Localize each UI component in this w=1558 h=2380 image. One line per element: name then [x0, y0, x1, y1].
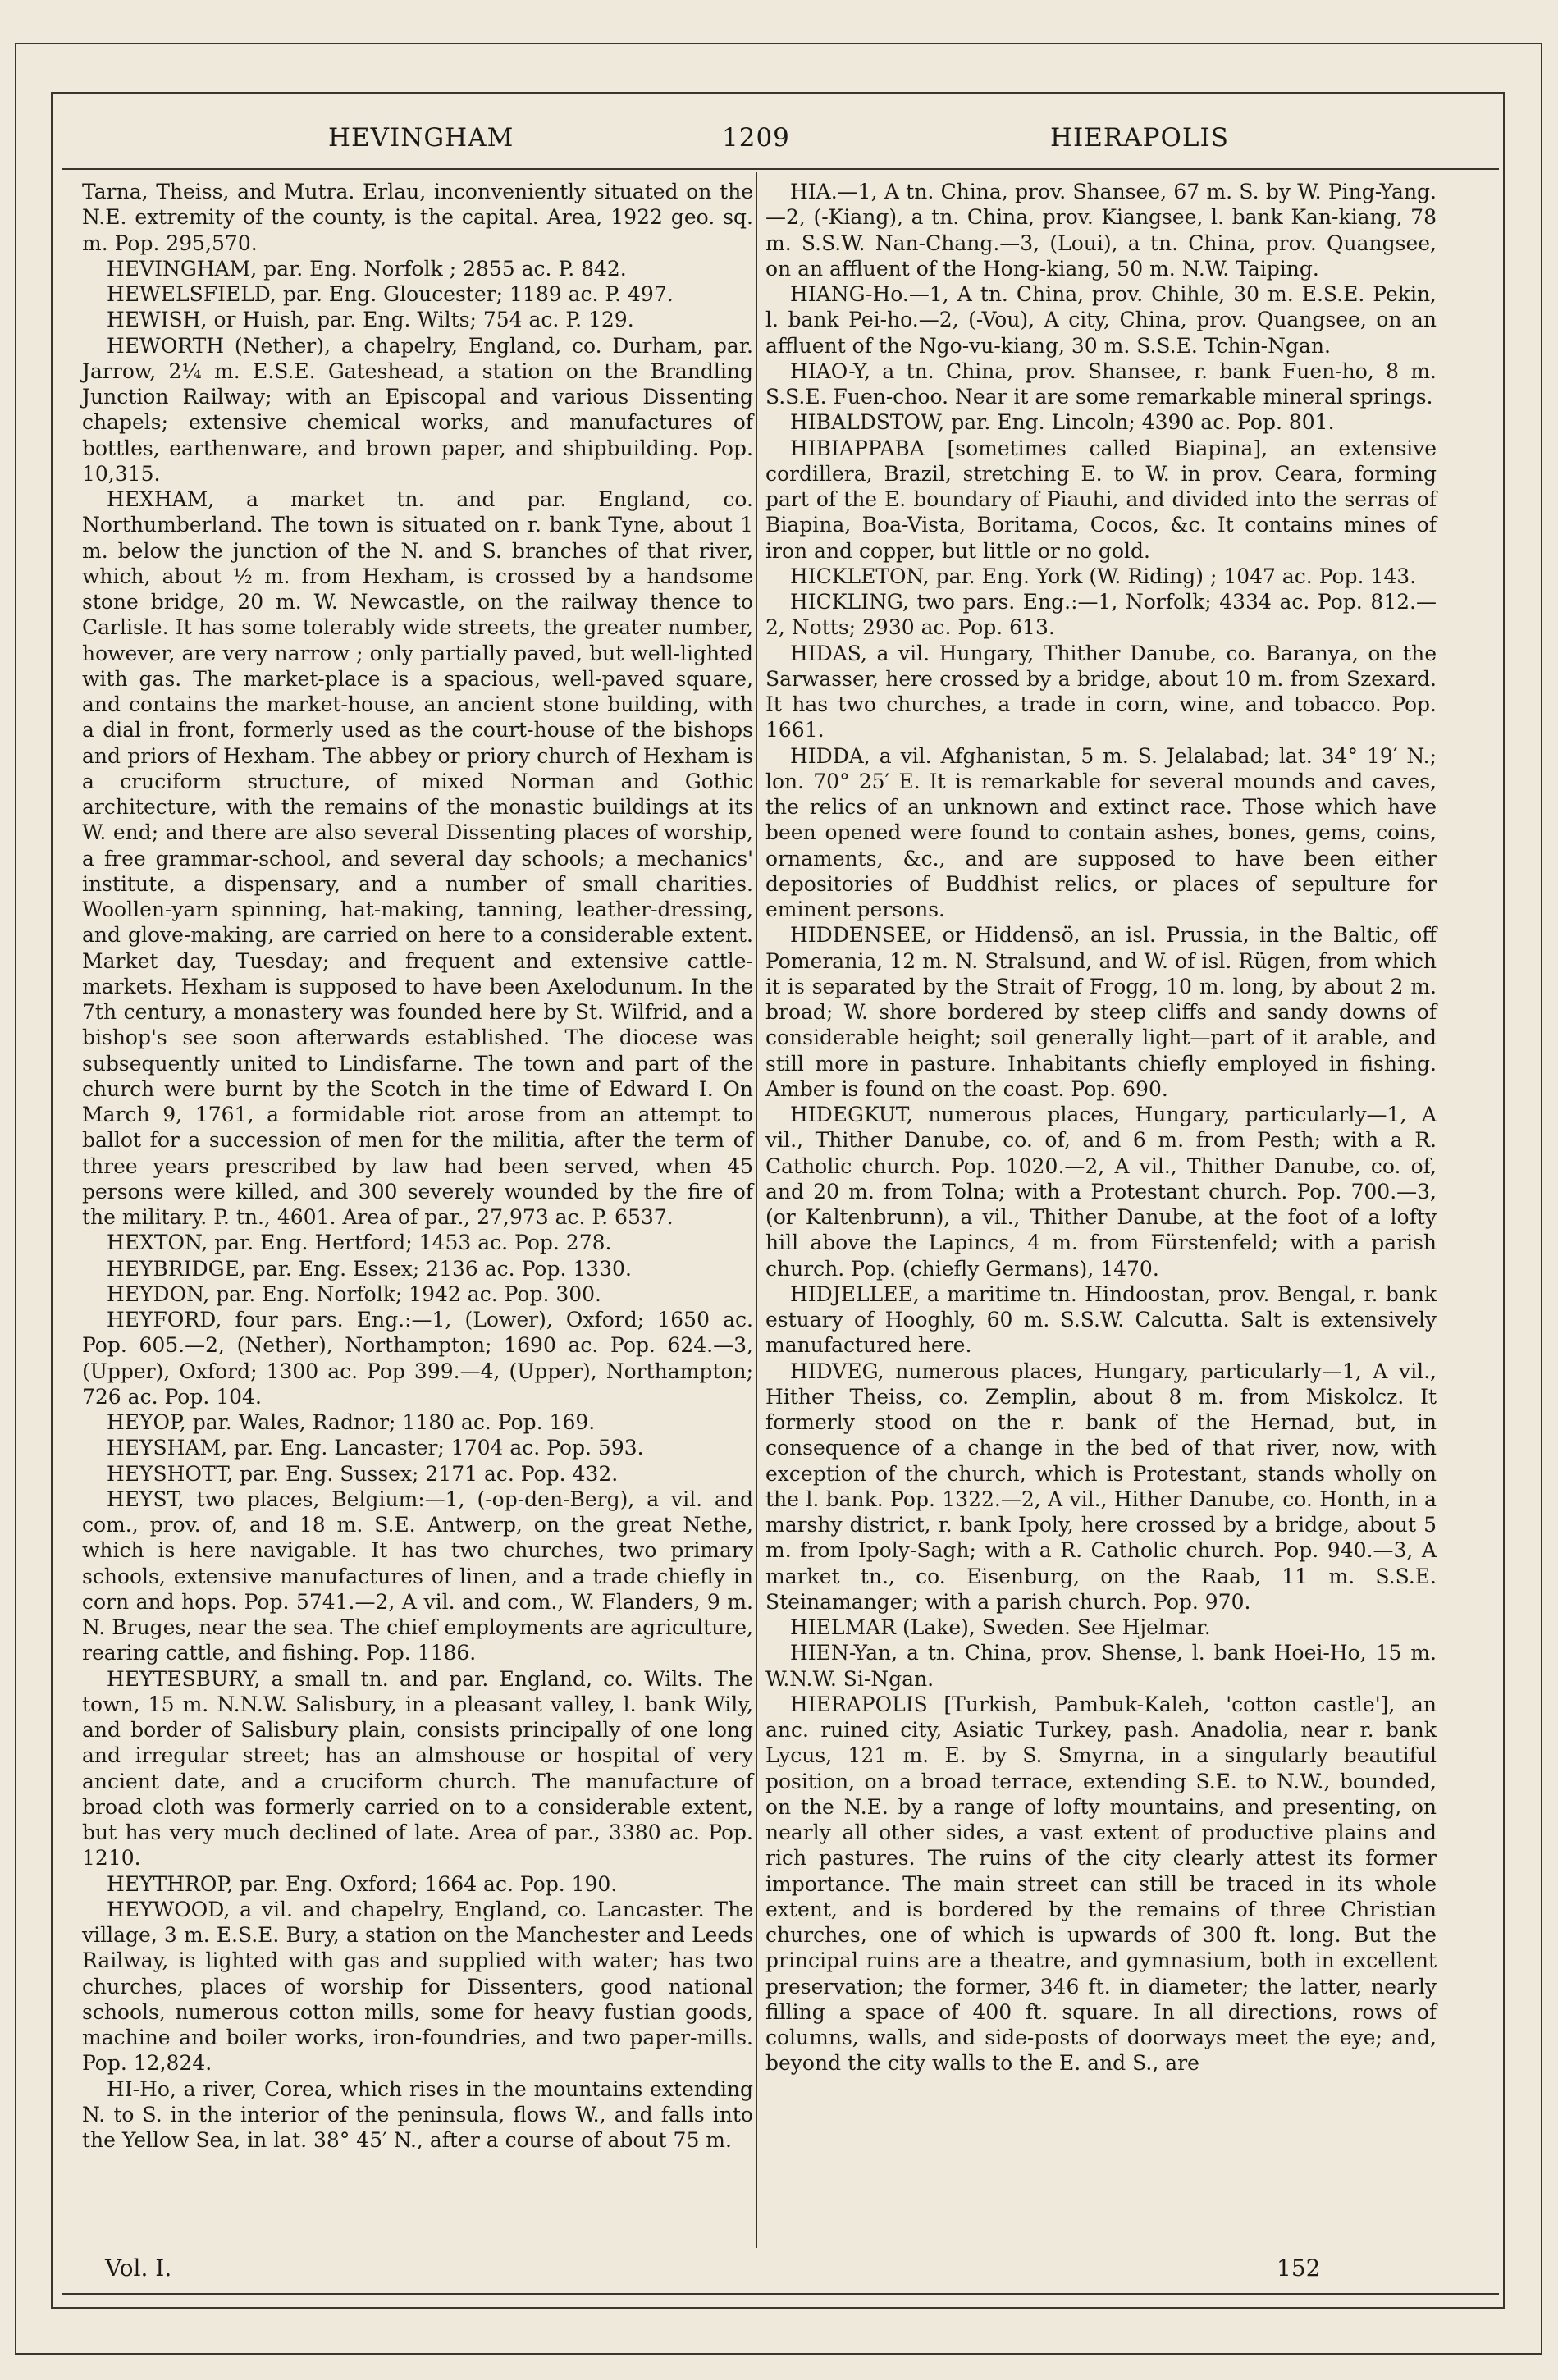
entry: HEXTON, par. Eng. Hertford; 1453 ac. Pop. 278. — [107, 1231, 612, 1255]
entry: HEYWOOD, a vil. and chapelry, England, co. Lancaster. The village, 3 m. E.S.E. Bury, a station on the Manchester and Leeds Railway, is lighted with gas and supplied with water; has two churches, places of worship for Dissenters, good national schools, numerous cotton mills, some for heavy fustian goods, machine and boiler works, iron-foundries, and two paper-mills. Pop. 12,824. — [82, 1897, 753, 2076]
header-rule — [62, 168, 1499, 170]
header-right-headword: HIERAPOLIS — [1050, 123, 1229, 153]
signature-number: 152 — [1277, 2254, 1321, 2282]
entry: HEYOP, par. Wales, Radnor; 1180 ac. Pop. 169. — [107, 1410, 596, 1434]
entry: HIEN-Yan, a tn. China, prov. Shense, l. bank Hoei-Ho, 15 m. W.N.W. Si-Ngan. — [765, 1641, 1437, 1691]
footer-rule — [62, 2293, 1499, 2295]
entry: HICKLING, two pars. Eng.:—1, Norfolk; 4334 ac. Pop. 812.—2, Notts; 2930 ac. Pop. 613. — [765, 590, 1437, 640]
right-column — [765, 179, 1437, 2076]
entry: HIDAS, a vil. Hungary, Thither Danube, co. Baranya, on the Sarwasser, here crossed by a bridge, about 10 m. from Szexard. It has two churches, a trade in corn, wine, and tobacco. Pop. 1661. — [765, 641, 1437, 742]
entry: HIBIAPPABA [sometimes called Biapina], an extensive cordillera, Brazil, stretching E. to W. in prov. Ceara, forming part of the E. boundary of Piauhi, and divided into the serras of Biapina, Boa-Vista, Boritama, Cocos, &c. It contains mines of iron and copper, but little or no gold. — [765, 436, 1437, 563]
entry: HIDVEG, numerous places, Hungary, particularly—1, A vil., Hither Theiss, co. Zemplin, about 8 m. from Miskolcz. It formerly stood on the r. bank of the Hernad, but, in consequence of a change in the bed of that river, now, with exception of the church, which is Protestant, stands wholly on the l. bank. Pop. 1322.—2, A vil., Hither Danube, co. Honth, in a marshy district, r. bank Ipoly, here crossed by a bridge, about 5 m. from Ipoly-Sagh; with a R. Catholic church. Pop. 940.—3, A market tn., co. Eisenburg, on the Raab, 11 m. S.S.E. Steinamanger; with a parish church. Pop. 970. — [765, 1359, 1437, 1614]
column-divider — [756, 172, 757, 2248]
volume-label: Vol. I. — [105, 2254, 172, 2282]
entry: HIDDENSEE, or Hiddensö, an isl. Prussia, in the Baltic, off Pomerania, 12 m. N. Stralsund, and W. of isl. Rügen, from which it is separated by the Strait of Frogg, 10 m. long, by about 2 m. broad; W. shore bordered by steep cliffs and sandy downs of considerable height; soil generally light—part of it arable, and still more in pasture. Inhabitants chiefly employed in fishing. Amber is found on the coast. Pop. 690. — [765, 923, 1437, 1101]
left-column — [82, 179, 753, 2153]
entry: HEWELSFIELD, par. Eng. Gloucester; 1189 ac. P. 497. — [107, 282, 674, 306]
entry: HIDDA, a vil. Afghanistan, 5 m. S. Jelalabad; lat. 34° 19′ N.; lon. 70° 25′ E. It is remarkable for several mounds and caves, the relics of an unknown and extinct race. Those which have been opened were found to contain ashes, bones, gems, coins, ornaments, &c., and are supposed to have been either depositories of Buddhist relics, or places of sepulture for eminent persons. — [765, 743, 1437, 921]
entry: HEYST, two places, Belgium:—1, (-op-den-Berg), a vil. and com., prov. of, and 18 m. S.E. Antwerp, on the great Nethe, which is here navigable. It has two churches, two primary schools, extensive manufactures of linen, and a trade chiefly in corn and hops. Pop. 5741.—2, A vil. and com., W. Flanders, 9 m. N. Bruges, near the sea. The chief employments are agriculture, rearing cattle, and fishing. Pop. 1186. — [82, 1487, 753, 1665]
entry: HEVINGHAM, par. Eng. Norfolk ; 2855 ac. P. 842. — [107, 256, 627, 281]
page-number: 1209 — [722, 123, 790, 153]
entry: HIELMAR (Lake), Sweden. See Hjelmar. — [790, 1615, 1211, 1639]
running-head — [62, 123, 1497, 172]
entry: HEYTESBURY, a small tn. and par. England, co. Wilts. The town, 15 m. N.N.W. Salisbury, in a pleasant valley, l. bank Wily, and border of Salisbury plain, consists principally of one long and irregular street; has an almshouse or hospital of very ancient date, and a cruciform church. The manufacture of broad cloth was formerly carried on to a considerable extent, but has very much declined of late. Area of par., 3380 ac. Pop. 1210. — [82, 1666, 753, 1871]
entry: HEYSHAM, par. Eng. Lancaster; 1704 ac. Pop. 593. — [107, 1436, 644, 1460]
entry: HEWORTH (Nether), a chapelry, England, co. Durham, par. Jarrow, 2¼ m. E.S.E. Gateshead, a station on the Brandling Junction Railway; with an Episcopal and various Dissenting chapels; extensive chemical works, and manufactures of bottles, earthenware, and brown paper, and shipbuilding. Pop. 10,315. — [82, 333, 753, 486]
entry: HEYSHOTT, par. Eng. Sussex; 2171 ac. Pop. 432. — [107, 1461, 619, 1486]
entry: HEYTHROP, par. Eng. Oxford; 1664 ac. Pop. 190. — [107, 1871, 618, 1896]
entry: HIDEGKUT, numerous places, Hungary, particularly—1, A vil., Thither Danube, co. of, and 6 m. from Pesth; with a R. Catholic church. Pop. 1020.—2, A vil., Thither Danube, co. of, and 20 m. from Tolna; with a Protestant church. Pop. 700.—3, (or Kaltenbrunn), a vil., Thither Danube, at the foot of a lofty hill above the Lapincs, 4 m. from Fürstenfeld; with a parish church. Pop. (chiefly Germans), 1470. — [765, 1103, 1437, 1281]
entry: HEYDON, par. Eng. Norfolk; 1942 ac. Pop. 300. — [107, 1281, 602, 1306]
entry: HIA.—1, A tn. China, prov. Shansee, 67 m. S. by W. Ping-Yang.—2, (-Kiang), a tn. China, prov. Kiangsee, l. bank Kan-kiang, 78 m. S.S.W. Nan-Chang.—3, (Loui), a tn. China, prov. Quangsee, on an affluent of the Hong-kiang, 50 m. N.W. Taiping. — [765, 180, 1437, 281]
entry: HI-Ho, a river, Corea, which rises in the mountains extending N. to S. in the interior of the peninsula, flows W., and falls into the Yellow Sea, in lat. 38° 45′ N., after a course of about 75 m. — [82, 2076, 753, 2152]
entry: HIBALDSTOW, par. Eng. Lincoln; 4390 ac. Pop. 801. — [790, 410, 1335, 435]
entry: HEYFORD, four pars. Eng.:—1, (Lower), Oxford; 1650 ac. Pop. 605.—2, (Nether), Northampton; 1690 ac. Pop. 624.—3, (Upper), Oxford; 1300 ac. Pop 399.—4, (Upper), Northampton; 726 ac. Pop. 104. — [82, 1308, 753, 1409]
entry: Tarna, Theiss, and Mutra. Erlau, inconveniently situated on the N.E. extremity of the county, is the capital. Area, 1922 geo. sq. m. Pop. 295,570. — [82, 180, 753, 255]
entry: HIDJELLEE, a maritime tn. Hindoostan, prov. Bengal, r. bank estuary of Hooghly, 60 m. S.S.W. Calcutta. Salt is extensively manufactured here. — [765, 1281, 1437, 1358]
entry: HEXHAM, a market tn. and par. England, co. Northumberland. The town is situated on r. bank Tyne, about 1 m. below the junction of the N. and S. branches of that river, which, about ½ m. from Hexham, is crossed by a handsome stone bridge, 20 m. W. Newcastle, on the railway thence to Carlisle. It has some tolerably wide streets, the greater number, however, are very narrow ; only partially paved, but well-lighted with gas. The market-place is a spacious, well-paved square, and contains the market-house, an ancient stone building, with a dial in front, formerly used as the court-house of the bishops and priors of Hexham. The abbey or priory church of Hexham is a cruciform structure, of mixed Norman and Gothic architecture, with the remains of the monastic buildings at its W. end; and there are also several Dissenting places of worship, a free grammar-school, and several day schools; a mechanics' institute, a dispensary, and a number of small charities. Woollen-yarn spinning, hat-making, tanning, leather-dressing, and glove-making, are carried on here to a considerable extent. Market day, Tuesday; and frequent and extensive cattle-markets. Hexham is supposed to have been Axelodunum. In the 7th century, a monastery was founded here by St. Wilfrid, and a bishop's see soon afterwards established. The diocese was subsequently united to Lindisfarne. The town and part of the church were burnt by the Scotch in the time of Edward I. On March 9, 1761, a formidable riot arose from an attempt to ballot for a succession of men for the militia, after the term of three years prescribed by law had been served, when 45 persons were killed, and 300 severely wounded by the fire of the military. P. tn., 4601. Area of par., 27,973 ac. P. 6537. — [82, 487, 753, 1229]
entry: HIERAPOLIS [Turkish, Pambuk-Kaleh, 'cotton castle'], an anc. ruined city, Asiatic Turkey, pash. Anadolia, near r. bank Lycus, 121 m. E. by S. Smyrna, in a singularly beautiful position, on a broad terrace, extending S.E. to N.W., bounded, on the N.E. by a range of lofty mountains, and presenting, on nearly all other sides, a vast extent of productive plains and rich pastures. The ruins of the city clearly attest its former importance. The main street can still be traced in its whole extent, and is bordered by the remains of three Christian churches, one of which is upwards of 300 ft. long. But the principal ruins are a theatre, and gymnasium, both in excellent preservation; the former, 346 ft. in diameter; the latter, nearly filling a space of 400 ft. square. In all directions, rows of columns, walls, and side-posts of doorways meet the eye; and, beyond the city walls to the E. and S., are — [765, 1692, 1437, 2076]
header-left-headword: HEVINGHAM — [328, 123, 514, 153]
entry: HEWISH, or Huish, par. Eng. Wilts; 754 ac. P. 129. — [107, 308, 634, 332]
entry: HIANG-Ho.—1, A tn. China, prov. Chihle, 30 m. E.S.E. Pekin, l. bank Pei-ho.—2, (-Vou), A city, China, prov. Quangsee, on an affluent of the Ngo-vu-kiang, 30 m. S.S.E. Tchin-Ngan. — [765, 282, 1437, 358]
entry: HICKLETON, par. Eng. York (W. Riding) ; 1047 ac. Pop. 143. — [790, 564, 1417, 588]
entry: HIAO-Y, a tn. China, prov. Shansee, r. bank Fuen-ho, 8 m. S.S.E. Fuen-choo. Near it are some remarkable mineral springs. — [765, 359, 1437, 409]
entry: HEYBRIDGE, par. Eng. Essex; 2136 ac. Pop. 1330. — [107, 1256, 632, 1281]
